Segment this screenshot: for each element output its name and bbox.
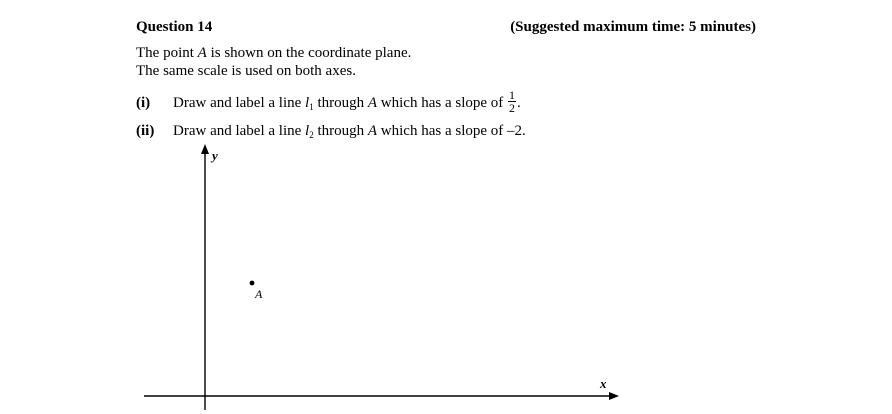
line-subscript: 1 <box>309 101 314 112</box>
y-axis-label: y <box>212 148 218 163</box>
point-var: A <box>367 94 378 111</box>
part-text-mid: through <box>313 123 368 139</box>
intro-point-var: A <box>197 45 207 61</box>
suggested-time-note: (Suggested maximum time: 5 minutes) <box>510 19 756 35</box>
point-a-label: A <box>255 287 263 301</box>
line-var: l <box>305 123 310 139</box>
part-text-mid: through <box>313 94 368 111</box>
intro-line-1-post: is shown on the coordinate plane. <box>206 45 412 61</box>
slope-denominator: 2 <box>509 101 516 115</box>
part-text-end: . <box>522 123 526 139</box>
point-a-dot <box>250 281 255 286</box>
line-subscript: 2 <box>309 130 314 140</box>
part-text-post: which has a slope of <box>377 123 508 139</box>
part-number: (ii) <box>136 123 155 139</box>
part-text-pre: Draw and label a line <box>173 94 306 111</box>
slope-value: –2 <box>507 123 523 139</box>
x-axis-arrow-icon <box>609 392 619 400</box>
slope-numerator: 1 <box>509 88 516 102</box>
part-text-pre: Draw and label a line <box>173 123 306 139</box>
part-text-end: . <box>517 94 521 111</box>
question-heading: Question 14 <box>136 19 213 35</box>
part-text-post: which has a slope of <box>377 94 508 111</box>
part-number: (i) <box>136 94 151 111</box>
intro-line-1-pre: The point <box>136 45 198 61</box>
point-var: A <box>367 123 378 139</box>
intro-line-2: The same scale is used on both axes. <box>136 63 356 79</box>
line-var: l <box>305 94 310 111</box>
y-axis-arrow-icon <box>201 144 209 154</box>
x-axis-label: x <box>600 376 607 391</box>
